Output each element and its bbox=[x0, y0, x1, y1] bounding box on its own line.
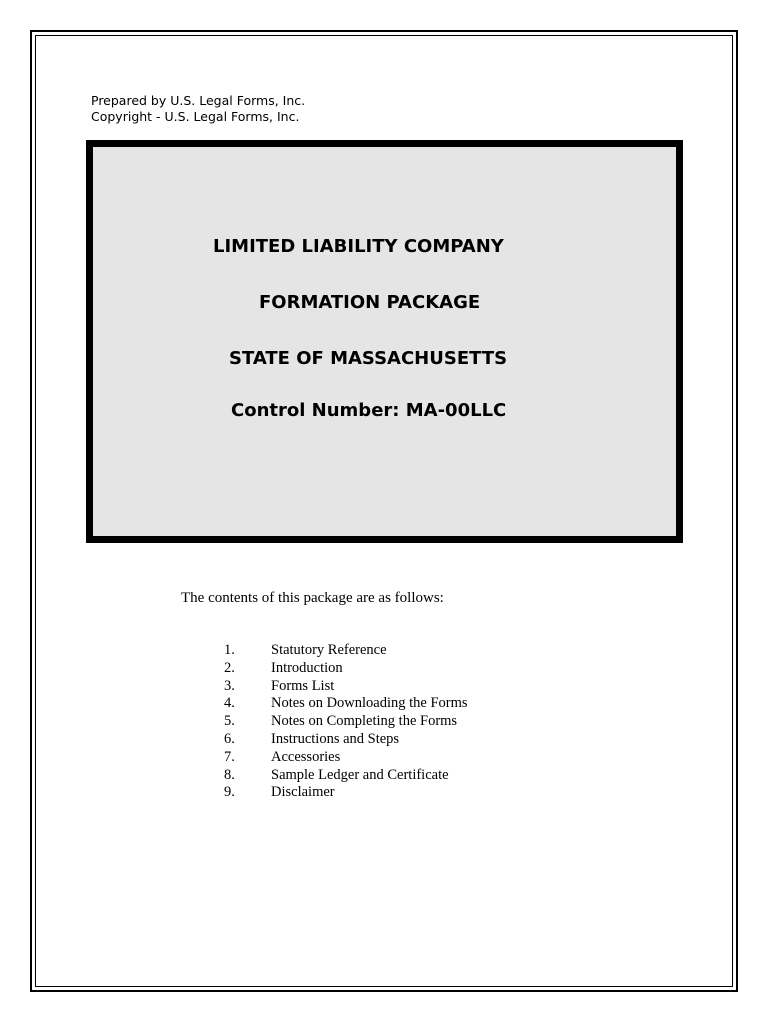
title-line-package: FORMATION PACKAGE bbox=[259, 292, 481, 313]
title-line-state: STATE OF MASSACHUSETTS bbox=[229, 348, 508, 369]
list-item bbox=[224, 713, 468, 731]
list-item-label: Instructions and Steps bbox=[271, 730, 400, 747]
title-box bbox=[86, 140, 683, 543]
preparer-notice bbox=[91, 93, 305, 125]
list-item-label: Forms List bbox=[271, 677, 335, 694]
title-line-company-type: LIMITED LIABILITY COMPANY bbox=[213, 236, 504, 257]
list-item bbox=[224, 695, 468, 713]
list-item-number: 4. bbox=[224, 695, 235, 712]
list-item-label: Introduction bbox=[271, 659, 343, 676]
list-item bbox=[224, 642, 468, 660]
list-item bbox=[224, 731, 468, 749]
list-item-label: Statutory Reference bbox=[271, 642, 387, 658]
list-item-label: Accessories bbox=[271, 748, 341, 765]
contents-list bbox=[224, 642, 468, 802]
title-line-control-number: Control Number: MA-00LLC bbox=[231, 400, 507, 421]
list-item bbox=[224, 660, 468, 678]
list-item bbox=[224, 784, 468, 802]
list-item-number: 7. bbox=[224, 748, 235, 765]
list-item-number: 8. bbox=[224, 766, 235, 783]
list-item bbox=[224, 749, 468, 767]
list-item-label: Notes on Completing the Forms bbox=[271, 713, 458, 730]
list-item-number: 3. bbox=[224, 677, 235, 694]
list-item-number: 6. bbox=[224, 730, 235, 747]
list-item bbox=[224, 678, 468, 696]
list-item-number: 2. bbox=[224, 659, 235, 676]
list-item bbox=[224, 767, 468, 785]
list-item-number: 9. bbox=[224, 784, 235, 801]
prepared-by-line: Prepared by U.S. Legal Forms, Inc. bbox=[91, 93, 306, 108]
list-item-number: 1. bbox=[224, 642, 235, 658]
list-item-label: Notes on Downloading the Forms bbox=[271, 695, 468, 712]
list-item-label: Sample Ledger and Certificate bbox=[271, 766, 449, 783]
list-item-number: 5. bbox=[224, 713, 235, 730]
copyright-line: Copyright - U.S. Legal Forms, Inc. bbox=[91, 109, 300, 124]
list-item-label: Disclaimer bbox=[271, 784, 335, 801]
contents-intro: The contents of this package are as follows: bbox=[181, 590, 444, 606]
